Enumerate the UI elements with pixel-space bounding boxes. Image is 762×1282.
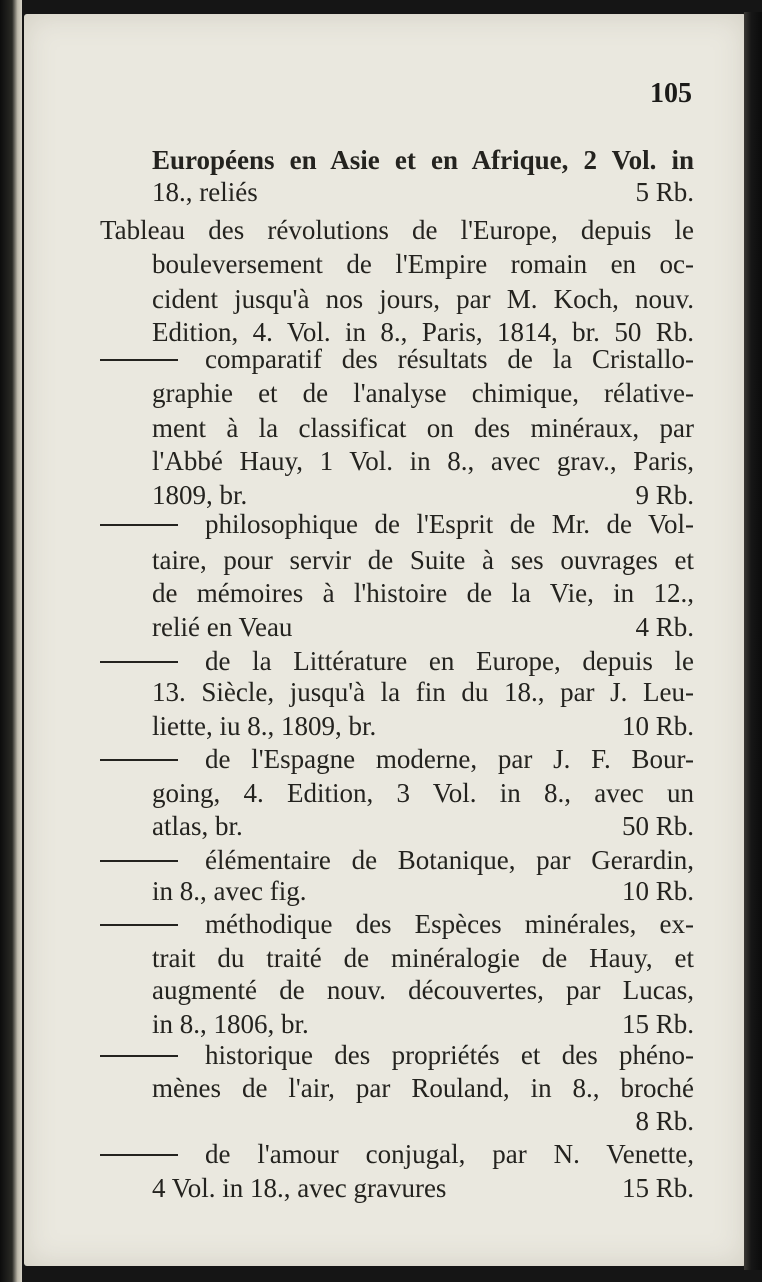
catalog-line: Edition, 4. Vol. in 8., Paris, 1814, br. 50 Rb. xyxy=(152,317,694,347)
ditto-dash xyxy=(100,661,178,663)
catalog-line: liette, iu 8., 1809, br. 10 Rb. xyxy=(0,708,762,748)
catalog-line: taire, pour servir de Suite à ses ouvrages et xyxy=(152,545,694,575)
catalog-line: 18., reliés 5 Rb. xyxy=(0,174,762,214)
catalog-line: cident jusqu'à nos jours, par M. Koch, nouv. xyxy=(152,284,694,314)
ditto-dash xyxy=(100,759,178,761)
catalog-line: augmenté de nouv. découvertes, par Lucas, xyxy=(152,975,694,1005)
ditto-dash xyxy=(100,359,178,361)
price: 10 Rb. xyxy=(621,876,694,906)
catalog-line: de l'Espagne moderne, par J. F. Bour- xyxy=(0,741,762,781)
ditto-dash xyxy=(100,924,178,926)
price: 5 Rb. xyxy=(635,177,694,207)
catalog-line: 13. Siècle, jusqu'à la fin du 18., par J. Leu- xyxy=(152,677,694,707)
ditto-dash xyxy=(100,1055,178,1057)
catalog-line: élémentaire de Botanique, par Gerardin, xyxy=(0,842,762,882)
catalog-line: relié en Veau 4 Rb. xyxy=(0,609,762,649)
catalog-entry-title: Tableau des révolutions de l'Europe, depuis le xyxy=(100,215,694,245)
ditto-dash xyxy=(100,524,178,526)
catalog-line: méthodique des Espèces minérales, ex- xyxy=(0,906,762,946)
price: 4 Rb. xyxy=(635,612,694,642)
catalog-line: 1809, br. 9 Rb. xyxy=(0,477,762,517)
ditto-dash xyxy=(100,860,178,862)
catalog-line: bouleversement de l'Empire romain en oc- xyxy=(152,249,694,279)
price: 10 Rb. xyxy=(621,711,694,741)
price: 8 Rb. xyxy=(635,1106,694,1136)
catalog-line: going, 4. Edition, 3 Vol. in 8., avec un xyxy=(152,778,694,808)
price: 50 Rb. xyxy=(621,811,694,841)
catalog-line: trait du traité de minéralogie de Hauy, et xyxy=(152,943,694,973)
catalog-line: Européens en Asie et en Afrique, 2 Vol. in xyxy=(152,145,694,175)
catalog-line: de l'amour conjugal, par N. Venette, xyxy=(0,1136,762,1176)
price: 9 Rb. xyxy=(635,480,694,510)
catalog-line: comparatif des résultats de la Cristallo- xyxy=(0,341,762,381)
catalog-line: de mémoires à l'histoire de la Vie, in 12., xyxy=(152,578,694,608)
catalog-line: mènes de l'air, par Rouland, in 8., broché xyxy=(152,1073,694,1103)
catalog-line: atlas, br. 50 Rb. xyxy=(0,808,762,848)
price: 15 Rb. xyxy=(621,1173,694,1203)
price: 15 Rb. xyxy=(621,1009,694,1039)
catalog-line: l'Abbé Hauy, 1 Vol. in 8., avec grav., Paris, xyxy=(152,446,694,476)
catalog-line: in 8., 1806, br. 15 Rb. xyxy=(0,1006,762,1046)
catalog-line: ment à la classificat on des minéraux, par xyxy=(152,413,694,443)
page-number: 105 xyxy=(650,78,692,109)
catalog-line: philosophique de l'Esprit de Mr. de Vol- xyxy=(0,506,762,546)
catalog-line: 4 Vol. in 18., avec gravures 15 Rb. xyxy=(0,1170,762,1210)
catalog-line: de la Littérature en Europe, depuis le xyxy=(0,643,762,683)
catalog-line: in 8., avec fig. 10 Rb. xyxy=(0,873,762,913)
ditto-dash xyxy=(100,1154,178,1156)
catalog-line: historique des propriétés et des phéno- xyxy=(0,1037,762,1077)
catalog-line: graphie et de l'analyse chimique, rélative- xyxy=(152,378,694,408)
